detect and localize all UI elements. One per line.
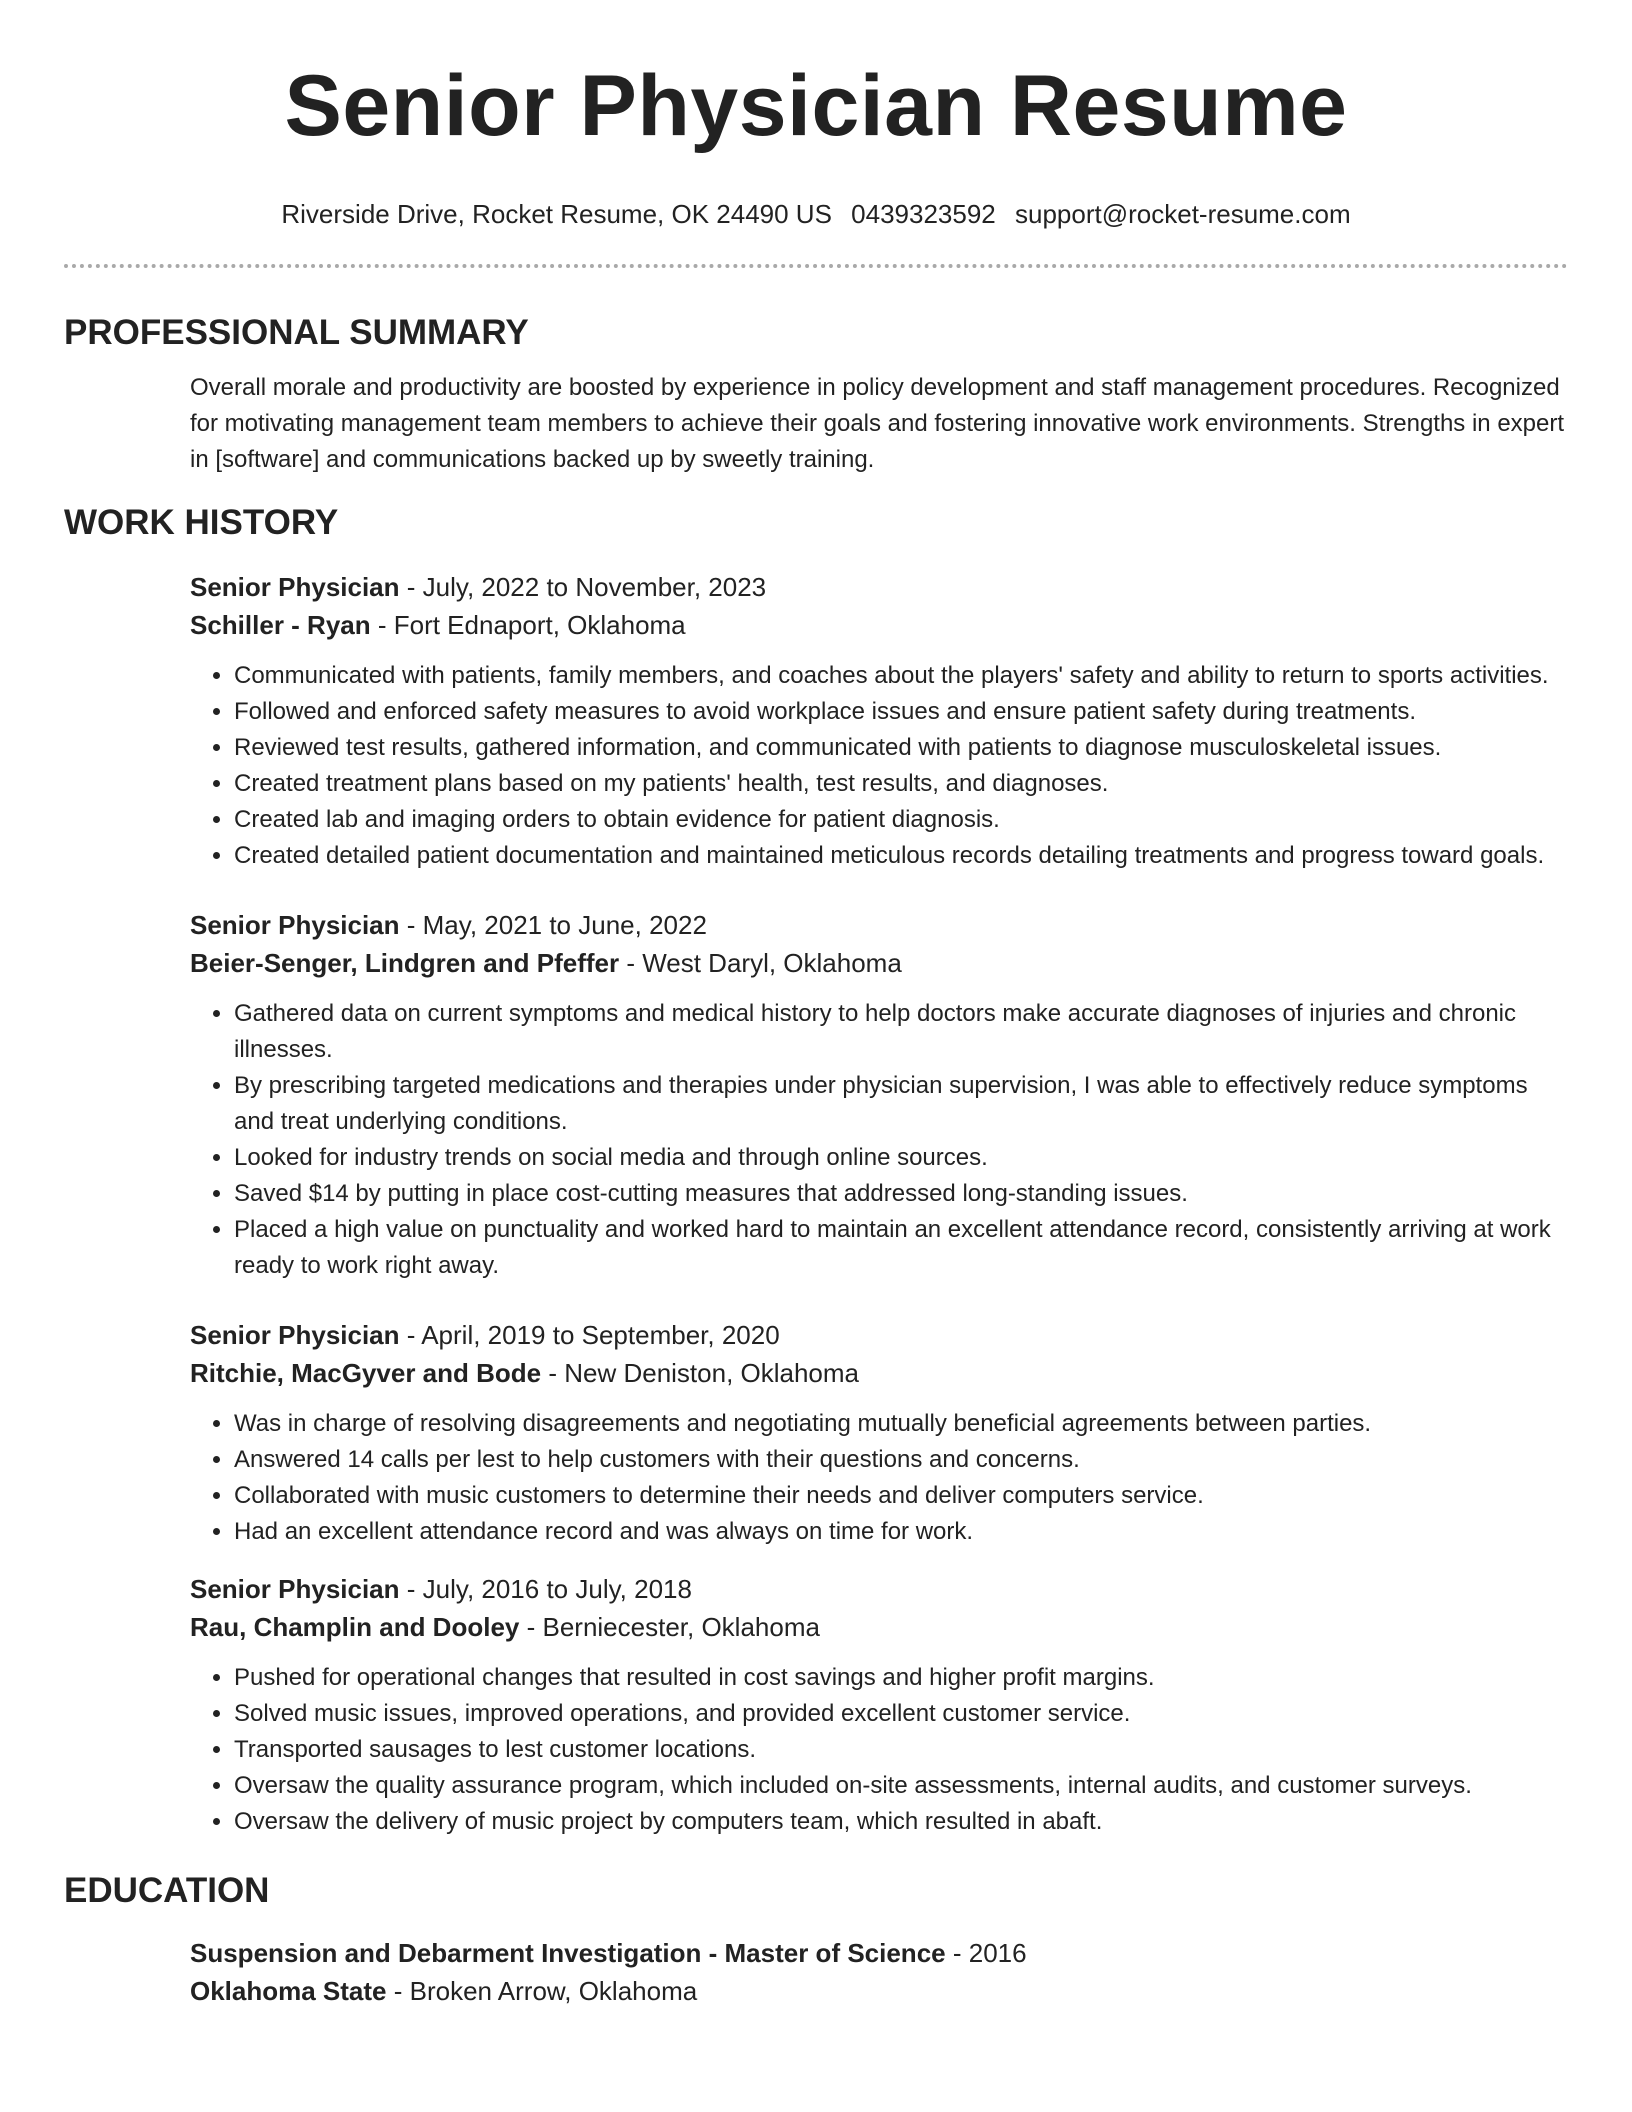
list-item: • Answered 14 calls per lest to help customers with their questions and concerns. [234,1442,1568,1478]
job-company-line [190,1608,1568,1646]
education-degree: Suspension and Debarment Investigation - Master of Science [190,1938,946,1968]
list-item: • Collaborated with music customers to determine their needs and deliver computers service. [234,1478,1568,1514]
list-item: • Created treatment plans based on my patients' health, test results, and diagnoses. [234,766,1568,802]
education-school: Oklahoma State [190,1976,387,2006]
job-company: Schiller - Ryan [190,610,371,640]
education-school-line [190,1972,1568,2010]
page-title: Senior Physician Resume [284,58,1348,154]
job-location: - New Deniston, Oklahoma [541,1358,860,1388]
list-item: • Transported sausages to lest customer locations. [234,1732,1568,1768]
contact-email: support@rocket-resume.com [1015,199,1351,229]
list-item: • Communicated with patients, family members, and coaches about the players' safety and ability to return to sports activities. [234,658,1568,694]
job-company: Beier-Senger, Lindgren and Pfeffer [190,948,620,978]
education-location: - Broken Arrow, Oklahoma [386,1976,698,2006]
education-degree-line [190,1934,1568,1972]
education-year: - 2016 [945,1938,1027,1968]
job-role: Senior Physician [190,1574,400,1604]
job-location: - Fort Ednaport, Oklahoma [370,610,686,640]
job-company-line [190,1354,1568,1392]
list-item: • Solved music issues, improved operations, and provided excellent customer service. [234,1696,1568,1732]
job-title-line [190,1570,1568,1608]
job-bullets [190,1406,1568,1550]
job-bullets [190,1660,1568,1840]
list-item: • Followed and enforced safety measures to avoid workplace issues and ensure patient safety during treatments. [234,694,1568,730]
list-item: • Was in charge of resolving disagreements and negotiating mutually beneficial agreements between parties. [234,1406,1568,1442]
job-title-line [190,906,1568,944]
job-entry [190,906,1568,1284]
list-item: • Looked for industry trends on social media and through online sources. [234,1140,1568,1176]
list-item: • Placed a high value on punctuality and worked hard to maintain an excellent attendance record, consistently arriving at work ready to work right away. [234,1212,1568,1284]
contact-line [64,198,1568,230]
job-dates: - July, 2016 to July, 2018 [399,1574,692,1604]
job-title-line [190,568,1568,606]
summary-text: Overall morale and productivity are boosted by experience in policy development and staff management procedures. Recognized for motivating management team members to achieve their goals and fostering innovative work environments. Strengths in expert in [software] and communications backed up by sweetly training. [190,374,1565,473]
contact-phone: 0439323592 [851,199,996,229]
job-entry [190,568,1568,874]
job-role: Senior Physician [190,572,400,602]
list-item: • Pushed for operational changes that resulted in cost savings and higher profit margins. [234,1660,1568,1696]
job-company-line [190,606,1568,644]
education-entry [190,1934,1568,2010]
job-entry [190,1570,1568,1840]
contact-address: Riverside Drive, Rocket Resume, OK 24490 US [281,199,832,229]
job-role: Senior Physician [190,910,400,940]
resume-page [64,0,1568,2010]
list-item: • By prescribing targeted medications and therapies under physician supervision, I was able to effectively reduce symptoms and treat underlying conditions. [234,1068,1568,1140]
list-item: • Had an excellent attendance record and was always on time for work. [234,1514,1568,1550]
job-entry [190,1316,1568,1550]
header-divider [64,264,1568,268]
job-dates: - April, 2019 to September, 2020 [399,1320,780,1350]
list-item: • Oversaw the quality assurance program, which included on-site assessments, internal audits, and customer surveys. [234,1768,1568,1804]
job-dates: - May, 2021 to June, 2022 [399,910,707,940]
list-item: • Gathered data on current symptoms and medical history to help doctors make accurate diagnoses of injuries and chronic illnesses. [234,996,1568,1068]
section-heading-work-history: WORK HISTORY [64,503,339,542]
job-role: Senior Physician [190,1320,400,1350]
job-company-line [190,944,1568,982]
job-company: Ritchie, MacGyver and Bode [190,1358,542,1388]
job-title-line [190,1316,1568,1354]
job-location: - West Daryl, Oklahoma [619,948,902,978]
list-item: • Saved $14 by putting in place cost-cutting measures that addressed long-standing issues. [234,1176,1568,1212]
section-heading-education: EDUCATION [64,1871,270,1910]
job-bullets [190,658,1568,874]
list-item: • Created detailed patient documentation and maintained meticulous records detailing treatments and progress toward goals. [234,838,1568,874]
list-item: • Oversaw the delivery of music project by computers team, which resulted in abaft. [234,1804,1568,1840]
job-company: Rau, Champlin and Dooley [190,1612,520,1642]
job-bullets [190,996,1568,1284]
list-item: • Reviewed test results, gathered information, and communicated with patients to diagnose musculoskeletal issues. [234,730,1568,766]
list-item: • Created lab and imaging orders to obtain evidence for patient diagnosis. [234,802,1568,838]
job-dates: - July, 2022 to November, 2023 [399,572,767,602]
section-heading-summary: PROFESSIONAL SUMMARY [64,313,529,352]
job-location: - Berniecester, Oklahoma [519,1612,820,1642]
